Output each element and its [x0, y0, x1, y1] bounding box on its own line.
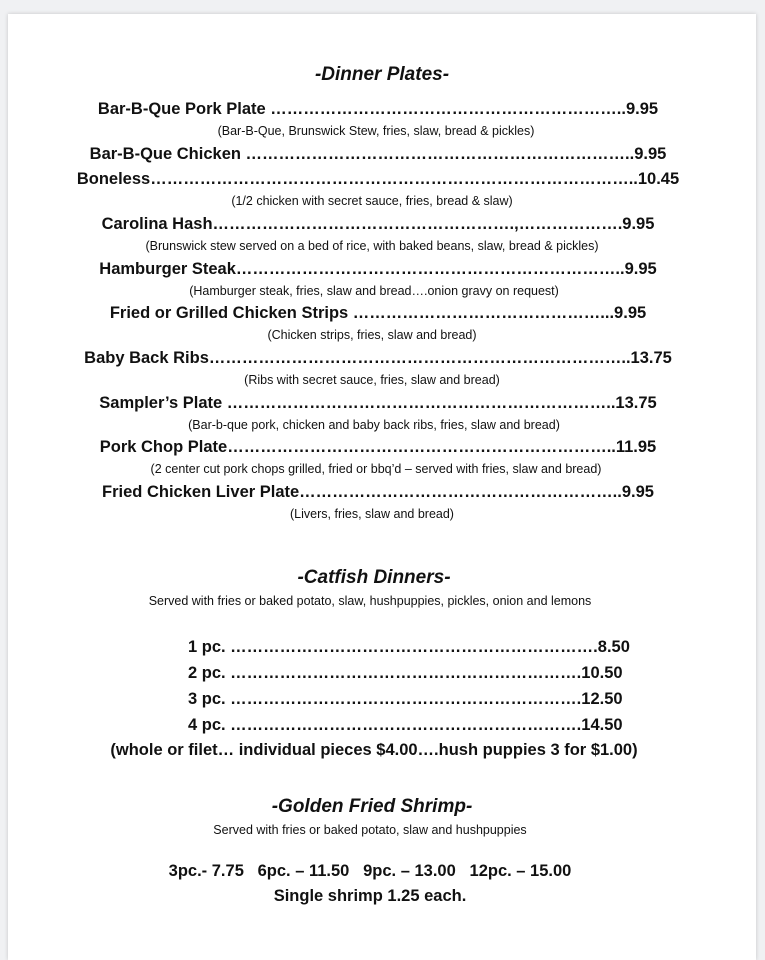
menu-item: Pork Chop Plate……………………………………………………………..11.95 — [99, 438, 657, 456]
shrimp-title: -Golden Fried Shrimp- — [271, 796, 473, 817]
menu-page — [8, 14, 756, 960]
menu-item-desc: (1/2 chicken with secret sauce, fries, bread & slaw) — [231, 194, 513, 208]
menu-item: Bar-B-Que Pork Plate ………………………………………………………..9.95 — [97, 100, 659, 118]
menu-item-desc: (Ribs with secret sauce, fries, slaw and bread) — [244, 373, 500, 387]
shrimp-single: Single shrimp 1.25 each. — [273, 887, 467, 905]
menu-item: Baby Back Ribs…………………………………………………………………..13.75 — [84, 349, 672, 367]
catfish-price-row: 1 pc. ………………………………………………………….8.50 — [188, 638, 630, 656]
menu-item: Boneless……………………………………………………………………………..10.45 — [76, 170, 680, 188]
menu-item-desc: (Hamburger steak, fries, slaw and bread….onion gravy on request) — [189, 284, 559, 298]
catfish-price-row: 3 pc. ……………………………………………………….12.50 — [188, 690, 623, 708]
menu-item: Sampler’s Plate ……………………………………………………………..13.75 — [99, 394, 657, 412]
menu-item: Fried Chicken Liver Plate…………………………………………………..9.95 — [102, 483, 654, 501]
menu-item-desc: (2 center cut pork chops grilled, fried or bbq’d – served with fries, slaw and bread) — [150, 462, 602, 476]
menu-item: Fried or Grilled Chicken Strips ………………………………………...9.95 — [109, 304, 647, 322]
menu-item-desc: (Bar-b-que pork, chicken and baby back ribs, fries, slaw and bread) — [188, 418, 560, 432]
dinner-plates-title: -Dinner Plates- — [314, 64, 450, 85]
catfish-note: (whole or filet… individual pieces $4.00….hush puppies 3 for $1.00) — [110, 741, 638, 759]
menu-item-desc: (Brunswick stew served on a bed of rice, with baked beans, slaw, bread & pickles) — [145, 239, 599, 253]
catfish-subtitle: Served with fries or baked potato, slaw, hushpuppies, pickles, onion and lemons — [148, 594, 592, 608]
catfish-title: -Catfish Dinners- — [297, 567, 451, 588]
shrimp-subtitle: Served with fries or baked potato, slaw and hushpuppies — [213, 823, 527, 837]
menu-item-desc: (Bar-B-Que, Brunswick Stew, fries, slaw, bread & pickles) — [217, 124, 535, 138]
menu-item: Hamburger Steak……………………………………………………………..9.95 — [99, 260, 657, 278]
shrimp-prices: 3pc.- 7.75 6pc. – 11.50 9pc. – 13.00 12pc. – 15.00 — [168, 862, 572, 880]
menu-item-desc: (Livers, fries, slaw and bread) — [290, 507, 454, 521]
menu-item: Carolina Hash……………………………………………….,……………….9.95 — [101, 215, 655, 233]
menu-item: Bar-B-Que Chicken ……………………………………………………………..9.95 — [89, 145, 667, 163]
catfish-price-row: 2 pc. ……………………………………………………….10.50 — [188, 664, 623, 682]
menu-item-desc: (Chicken strips, fries, slaw and bread) — [267, 328, 477, 342]
catfish-price-row: 4 pc. ……………………………………………………….14.50 — [188, 716, 623, 734]
